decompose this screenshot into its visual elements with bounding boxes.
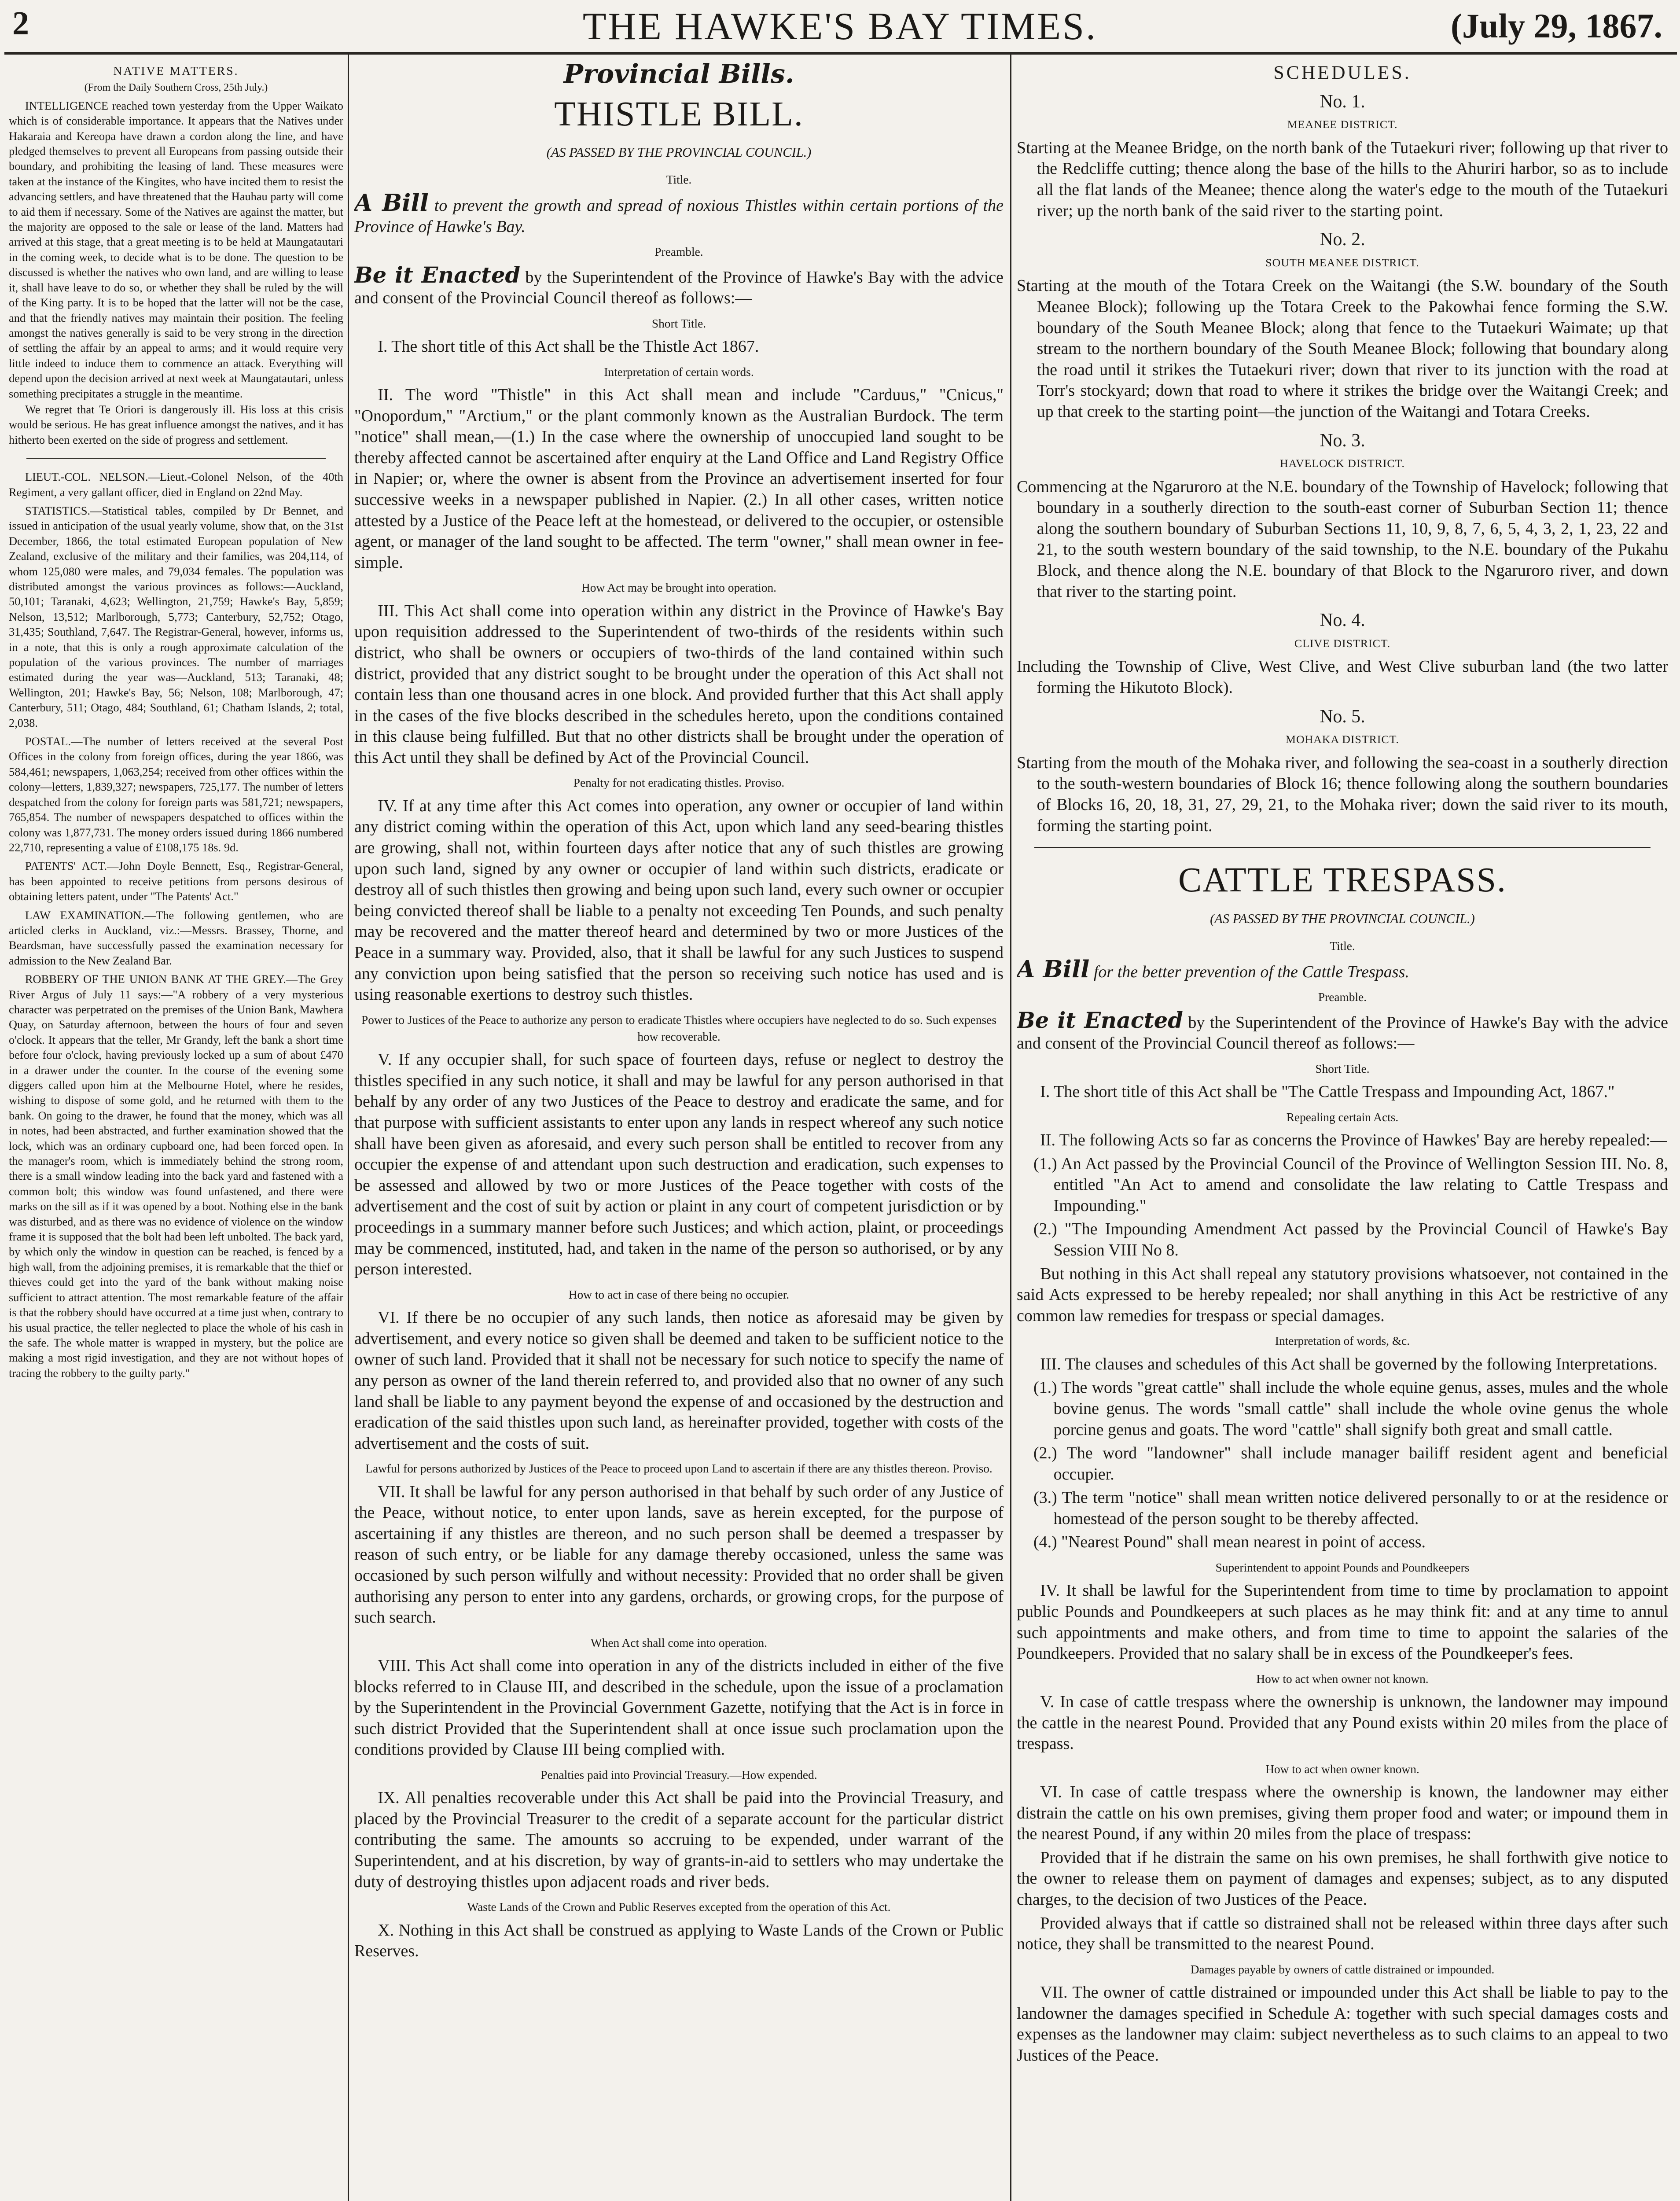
cattle-trespass-title: CATTLE TRESPASS.: [1178, 861, 1507, 900]
thistle-preamble-label: Preamble.: [654, 245, 703, 259]
section-marginal-note: Interpretation of words, &c.: [1275, 1334, 1410, 1348]
bill-section: VI. In case of cattle trespass where the ownership is known, the landowner may either distrain the cattle on his own premises, giving them proper food and water; or impound them in the nearest Pound, if any within 20 miles from the place of trespass:: [1017, 1783, 1668, 1844]
schedule-district: MEANEE DISTRICT.: [1287, 118, 1398, 131]
bill-section: (1.) An Act passed by the Provincial Council of the Province of Wellington Session III. No. 8, entitled "An Act to amend and consolidate the law relating to Cattle Trespass and Impounding.": [1033, 1154, 1668, 1215]
bill-section: VI. If there be no occupier of any such lands, then notice as aforesaid may be given by advertisement, and every notice so given shall be deemed and taken to be sufficient notice to the owner of such land. Provided that it shall not be necessary for such notice to specify the name of any person as owner of the land therein referred to, and provided also that no owner of any such land shall be liable to any payment beyond the expense of and occasioned by the destruction and eradication of the said thistles upon such land, as hereinafter provided, together with costs of the advertisement and the costs of suit.: [354, 1308, 1004, 1453]
bill-intro-text: for the better prevention of the Cattle Trespass.: [1089, 962, 1409, 981]
bill-section: VII. The owner of cattle distrained or impounded under this Act shall be liable to pay to the landowner the damages specified in Schedule A: together with such special damages costs and expenses as the landowner may claim: subject nevertheless as to such claims to an appeal to two Justices of the Peace.: [1017, 1983, 1668, 2065]
section-marginal-note: Superintendent to appoint Pounds and Poundkeepers: [1215, 1561, 1470, 1575]
section-marginal-note: Damages payable by owners of cattle distrained or impounded.: [1190, 1962, 1495, 1976]
bill-word: A Bill: [1017, 955, 1090, 983]
article-paragraph: INTELLIGENCE reached town yesterday from the Upper Waikato which is of considerable importance. It appears that the Natives under Hakaraia and Kereopa have drawn a cordon along the line, and have pledged themselves to prevent all Europeans from passing outside their boundary, and prohibiting the leasing of land. These measures were taken at the instance of the Kingites, who have incited them to resist the advancing settlers, and have threatened that the Hauhau party will come to aid them if necessary. Some of the Natives are against the matter, but the majority are opposed to the sale or lease of the land. Matters had arrived at this stage, that a great meeting is to be held at Maungatautari in the coming week, to decide what is to be done. The question to be discussed is whether the natives who own land, and are willing to lease it, shall have leave to do so, or whether they shall be ruled by the will of the King party. It is to be hoped that the latter will not be the case, and that the friendly natives may maintain their position. The feeling amongst the natives generally is said to be very strong in the direction of settling the affair by an appeal to arms; and it would require very little indeed to induce them to commence an attack. Everything will depend upon the decision arrived at next week at Maungatautari, unless something precipitates a struggle in the meantime.: [9, 99, 343, 400]
section-marginal-note: Lawful for persons authorized by Justices of the Peace to proceed upon Land to ascertain if there are any thistles thereon. Proviso.: [365, 1462, 993, 1476]
news-note: PATENTS' ACT.—John Doyle Bennett, Esq., Registrar-General, has been appointed to receive petitions from persons desirous of obtaining letters patent, under "The Patents' Act.": [9, 859, 343, 903]
news-note: ROBBERY OF THE UNION BANK AT THE GREY.—The Grey River Argus of July 11 says:—"A robbery of a very mysterious character was perpetrated on the premises of the Union Bank, Mawhera Quay, on Saturday afternoon, between the hours of four and seven o'clock. It appears that the teller, Mr Grandy, left the bank a short time before four o'clock, having previously locked up a sum of about £470 in a drawer under the counter. In the course of the evening some diggers called upon him at the Melbourne Hotel, where he resides, wishing to dispose of some gold, and he returned with them to the bank. On going to the drawer, he found that the money, which was all in notes, had been abstracted, and further examination showed that the lock, which was an ordinary cupboard one, had been forced open. In the manager's room, which is immediately behind the strong room, there is a small window leading into the back yard and fastened with a common bolt; this window was found unfastened, and there were marks on the sill as if it was opened by a boot. Nothing else in the bank was disturbed, and as there was no evidence of violence on the window frame it is supposed that the bolt had been left unbolted. The back yard, by which only the window in question can be reached, is fenced by a high wall, from the adjoining premises, it is remarkable that the thief or thieves could get into the yard of the bank without making noise sufficient to attract attention. The most remarkable feature of the affair is that the robbery should have occurred at a time just when, contrary to his usual practice, the teller neglected to place the whole of his cash in the safe. The whole matter is wrapped in mystery, but the police are making a most rigid investigation, and they are not without hopes of tracing the robbery to the guilty party.": [9, 972, 343, 1380]
cattle-sections: [1017, 1060, 1668, 2066]
bill-section: Provided always that if cattle so distrained shall not be released within three days after such notice, they shall be transmitted to the nearest Pound.: [1017, 1914, 1668, 1954]
bill-section: II. The word "Thistle" in this Act shall mean and include "Carduus," "Cnicus," "Onopordum," "Arctium," or the plant commonly known as the Australian Burdock. The term "notice" shall mean,—(1.) In the case where the ownership of unoccupied land sought to be thereby affected cannot be ascertained after enquiry at the Land Office and Land Registry Office in Napier; or, where the owner is absent from the Province an advertisement inserted for four successive weeks in a newspaper published in Napier. (2.) In all other cases, written notice attested by a Justice of the Peace left at the homestead, or delivered to the occupier, or ostensible agent, or manager of the land sought to be affected. The term "owner," shall mean owner in fee-simple.: [354, 386, 1004, 572]
article-paragraph: We regret that Te Oriori is dangerously ill. His loss at this crisis would be serious. He has great influence amongst the natives, and it has hitherto been exerted on the side of progress and settlement.: [9, 402, 343, 446]
column-rule-1: [348, 55, 349, 2201]
thistle-as-passed: (AS PASSED BY THE PROVINCIAL COUNCIL.): [546, 145, 812, 160]
section-marginal-note: How to act when owner not known.: [1256, 1672, 1429, 1686]
cattle-as-passed: (AS PASSED BY THE PROVINCIAL COUNCIL.): [1210, 911, 1475, 926]
schedule-district: HAVELOCK DISTRICT.: [1280, 457, 1405, 470]
thistle-bill-intro: [354, 189, 1004, 237]
bill-section: IV. If at any time after this Act comes into operation, any owner or occupier of land within any district coming within the operation of this Act, upon which land any seed-bearing thistles are growing, shall not, within fourteen days after notice that any of such thistles are growing upon such land, signed by any owner or occupier of land within such districts, eradicate or destroy all of such thistles then growing and being upon such land, every such owner or occupier being convicted thereof shall be liable to a penalty not exceeding Ten Pounds, and such penalty may be recovered and the matter thereof heard and determined by two or more Justices of the Peace in a summary way. Provided, also, that it shall be lawful for any such Justices to suspend any conviction upon being satisfied that the person so receiving such notice has used and is using reasonable exertions to destroy such thistles.: [354, 796, 1004, 1004]
section-marginal-note: How Act may be brought into operation.: [581, 581, 776, 595]
bill-section: I. The short title of this Act shall be the Thistle Act 1867.: [378, 337, 759, 356]
section-marginal-note: Penalties paid into Provincial Treasury.—How expended.: [540, 1768, 817, 1781]
native-matters-body: [9, 98, 343, 447]
enact-word: Be it Enacted: [1017, 1007, 1183, 1033]
divider: [1034, 847, 1651, 848]
bill-section: I. The short title of this Act shall be "The Cattle Trespass and Impounding Act, 1867.": [1040, 1082, 1615, 1101]
cattle-title-label: Title.: [1330, 939, 1355, 953]
news-notes: [9, 469, 343, 1380]
bill-section: (2.) "The Impounding Amendment Act passed by the Provincial Council of Hawke's Bay Session VIII No 8.: [1033, 1220, 1668, 1260]
section-marginal-note: Interpretation of certain words.: [604, 365, 754, 379]
page-number: 2: [12, 5, 29, 42]
bill-section: (2.) The word "landowner" shall include manager bailiff resident agent and beneficial occupier.: [1033, 1444, 1668, 1483]
bill-section: VIII. This Act shall come into operation in any of the districts included in either of the five blocks referred to in Clause III, and described in the schedule, upon the issue of a proclamation by the Superintendent in the Provincial Government Gazette, notifying that the Act is in force in such district Provided that the Superintendent shall at once issue such proclamation upon the conditions provided by Clause III being complied with.: [354, 1656, 1004, 1759]
bill-word: A Bill: [354, 189, 429, 217]
schedule-description: Starting from the mouth of the Mohaka river, and following the sea-coast in a southerly direction to the south-western boundaries of Block 16; thence following along the southern boundaries of Blocks 16, 20, 18, 31, 27, 29, 21, to the Mohaka river; down the said river to its mouth, forming the starting point.: [1017, 753, 1668, 835]
bill-section: But nothing in this Act shall repeal any statutory provisions whatsoever, not contained in the said Acts expressed to be hereby repealed; nor shall anything in this Act be restrictive of any common law remedies for trespass or special damages.: [1017, 1264, 1668, 1325]
schedules-heading: SCHEDULES.: [1273, 62, 1412, 83]
thistle-enacting-clause: [354, 262, 1004, 309]
divider: [26, 458, 326, 459]
provincial-bills-heading: Provincial Bills.: [563, 61, 794, 89]
section-marginal-note: Short Title.: [651, 317, 706, 330]
schedule-district: SOUTH MEANEE DISTRICT.: [1265, 256, 1419, 269]
thistle-title-label: Title.: [666, 173, 692, 186]
cattle-enacting-clause: [1017, 1007, 1668, 1054]
schedule-number: No. 4.: [1320, 610, 1365, 631]
bill-intro-text: to prevent the growth and spread of noxious Thistles within certain portions of the Province of Hawke's Bay.: [354, 196, 1004, 236]
section-marginal-note: Short Title.: [1315, 1062, 1370, 1075]
schedule-district: MOHAKA DISTRICT.: [1285, 733, 1400, 746]
schedule-description: Starting at the mouth of the Totara Creek on the Waitangi (the S.W. boundary of the South Meanee Block); following up the Totara Creek to the Pakowhai fence forming the S.W. boundary of the South Meanee Block; along that fence to the Tutaekuri Waimate; up that stream to the northern boundary of the South Meanee Block; following that boundary along the road until it strikes the Tutaekuri river; down that river to its junction with the road at Torr's stockyard; down that road to where it strikes the bridge over the Waitangi Creek; and up that creek to the starting point—the junction of the Waitangi and Totara Creeks.: [1017, 276, 1668, 421]
bill-section: VII. It shall be lawful for any person authorised in that behalf by such order of any Justice of the Peace, without notice, to enter upon lands, save as herein excepted, for the purpose of ascertaining if any thistles are thereon, and no such person shall be deemed a trespasser by reason of such entry, or be liable for any damage thereby occasioned, unless the same was occasioned by such person wilfully and without necessity: Provided that no order shall be given authorising any person to enter into any gardens, orchards, or growing crops, for the purpose of such search.: [354, 1482, 1004, 1627]
schedule-district: CLIVE DISTRICT.: [1294, 637, 1391, 650]
column-rule-2: [1010, 55, 1011, 2201]
section-marginal-note: Penalty for not eradicating thistles. Proviso.: [573, 776, 785, 790]
bill-section: X. Nothing in this Act shall be construed as applying to Waste Lands of the Crown or Public Reserves.: [354, 1921, 1004, 1961]
thistle-bill-title: THISTLE BILL.: [554, 94, 804, 133]
schedule-description: Starting at the Meanee Bridge, on the north bank of the Tutaekuri river; following up that river to the Redcliffe cutting; thence along the base of the hills to the Ahuriri harbor, so as to include all the flat lands of the Meanee; thence along the water's edge to the mouth of the Tutaekuri river; up the north bank of the said river to the starting point.: [1017, 138, 1668, 220]
bill-section: III. This Act shall come into operation within any district in the Province of Hawke's Bay upon requisition addressed to the Superintendent of two-thirds of the residents within such district, who shall be owners or occupiers of two-thirds of the land contained within such district, provided that any district sought to be brought under the operation of this Act shall not contain less than one thousand acres in one block. And provided further that this Act shall apply in the cases of the five blocks described in the schedules hereto, upon the conditions contained in this clause being fulfilled. But that no other districts shall be brought under the operation of this Act until they shall be defined by Act of the Provincial Council.: [354, 601, 1004, 767]
news-note: POSTAL.—The number of letters received at the several Post Offices in the colony from foreign offices, during the year 1866, was 584,461; newspapers, 1,063,254; received from other offices within the colony—letters, 1,839,327; newspapers, 725,177. The number of letters despatched from the colony for foreign parts was 581,721; newspapers, 765,854. The number of newspapers despatched to offices within the colony was 1,877,731. The money orders issued during 1866 numbered 22,710, representing a value of £108,175 18s. 9d.: [9, 735, 343, 854]
newspaper-title: THE HAWKE'S BAY TIMES.: [582, 5, 1098, 48]
bill-section: (1.) The words "great cattle" shall include the whole equine genus, asses, mules and the whole bovine genus. The words "small cattle" shall include the whole ovine genus the whole porcine genus and goats. The word "cattle" shall signify both great and small cattle.: [1033, 1378, 1668, 1439]
schedule-number: No. 5.: [1320, 706, 1365, 727]
schedules-list: [1017, 92, 1668, 837]
section-marginal-note: How to act when owner known.: [1265, 1762, 1419, 1776]
issue-date: (July 29, 1867.: [1450, 7, 1662, 45]
enact-text: by the Superintendent of the Province of Hawke's Bay with the advice and consent of the Provincial Council thereof as follows:—: [354, 268, 1004, 308]
masthead-rule: [4, 52, 1677, 55]
column-schedules-cattle: [1017, 61, 1668, 2069]
schedule-number: No. 3.: [1320, 430, 1365, 451]
native-matters-heading: NATIVE MATTERS.: [113, 64, 239, 77]
column-native-matters: [9, 61, 343, 1384]
bill-section: V. In case of cattle trespass where the ownership is unknown, the landowner may impound the cattle in the nearest Pound. Provided that any Pound exists within 20 miles from the place of trespass.: [1017, 1693, 1668, 1753]
news-note: STATISTICS.—Statistical tables, compiled by Dr Bennet, and issued in anticipation of the usual yearly volume, show that, on the 31st December, 1866, the total estimated European population of New Zealand, exclusive of the military and their families, was 204,114, of whom 125,080 were males, and 79,034 females. The population was distributed amongst the various provinces as follows:—Auckland, 50,101; Taranaki, 4,623; Wellington, 21,759; Hawke's Bay, 5,859; Nelson, 13,512; Marlborough, 5,773; Canterbury, 52,752; Otago, 31,435; Southland, 7,647. The Registrar-General, however, informs us, in a note, that this is only a rough approximate calculation of the population of the various provinces. The number of marriages estimated during the year was—Auckland, 513; Taranaki, 48; Wellington, 201; Hawke's Bay, 56; Nelson, 108; Marlborough, 47; Canterbury, 511; Otago, 484; Southland, 61; Chatham Islands, 2; total, 2,038.: [9, 504, 343, 729]
bill-section: II. The following Acts so far as concerns the Province of Hawkes' Bay are hereby repealed:—: [1040, 1131, 1667, 1150]
native-matters-source: (From the Daily Southern Cross, 25th July.): [84, 82, 268, 94]
bill-section: (3.) The term "notice" shall mean written notice delivered personally to or at the residence or homestead of the person sought to be thereby affected.: [1033, 1488, 1668, 1528]
bill-section: IV. It shall be lawful for the Superintendent from time to time by proclamation to appoint public Pounds and Poundkeepers at such places as he may think fit: and at any time to annul such appointments and make others, and from time to time to appoint the salaries of the Poundkeepers. Provided that no salary shall be in excess of the Poundkeeper's fees.: [1017, 1581, 1668, 1663]
schedule-description: Commencing at the Ngaruroro at the N.E. boundary of the Township of Havelock; following that boundary in a southerly direction to the south-east corner of Suburban Section 11; thence along the southern boundary of Suburban Sections 11, 10, 9, 8, 7, 6, 5, 4, 3, 2, 1, 23, 22 and 21, to the south western boundary of the said township, to the N.E. boundary of the Pukahu Block, and thence along the N.E. boundary of that Block to the Ngaruroro river, and down that river to the starting point.: [1017, 477, 1668, 601]
section-marginal-note: Waste Lands of the Crown and Public Reserves excepted from the operation of this Act.: [467, 1900, 891, 1914]
bill-section: V. If any occupier shall, for such space of fourteen days, refuse or neglect to destroy the thistles specified in any such notice, it shall and may be lawful for any person authorised in that behalf by any order of any two Justices of the Peace to destroy and eradicate the same, and for that purpose with sufficient assistants to enter upon any lands in respect whereof any such notice shall have been given as aforesaid, and every such person shall be entitled to recover from any occupier the expense of and attendant upon such destruction and eradication, such expenses to be assessed and allowed by two or more Justices of the Peace together with costs of the advertisement and the cost of suit by action or plaint in any court of competent jurisdiction or by proceedings in a summary manner before such Justices; and which action, plaint, or proceedings may be commenced, instituted, had, and taken in the name of the person so authorised, or by any person interested.: [354, 1050, 1004, 1279]
cattle-preamble-label: Preamble.: [1318, 990, 1367, 1004]
thistle-sections: [354, 315, 1004, 1962]
bill-section: III. The clauses and schedules of this Act shall be governed by the following Interpretations.: [1040, 1354, 1658, 1373]
enact-word: Be it Enacted: [354, 262, 521, 288]
schedule-number: No. 1.: [1320, 91, 1365, 112]
bill-section: Provided that if he distrain the same on his own premises, he shall forthwith give notice to the owner to release them on payment of damages and expenses; subject, as to any disputed charges, to the decision of two Justices of the Peace.: [1017, 1848, 1668, 1909]
cattle-bill-intro: [1017, 955, 1668, 983]
schedule-description: Including the Township of Clive, West Clive, and West Clive suburban land (the two latter forming the Hikutoto Block).: [1017, 657, 1668, 697]
bill-section: IX. All penalties recoverable under this Act shall be paid into the Provincial Treasury, and placed by the Provincial Treasurer to the credit of a separate account for the particular district contributing the same. The amounts so accruing to be expended, under warrant of the Superintendent, and at his discretion, by way of grants-in-aid to settlers who may undertake the duty of destroying thistles upon adjacent roads and river beds.: [354, 1789, 1004, 1891]
section-marginal-note: When Act shall come into operation.: [590, 1636, 768, 1649]
news-note: LIEUT.-COL. NELSON.—Lieut.-Colonel Nelson, of the 40th Regiment, a very gallant officer, died in England on 22nd May.: [9, 470, 343, 499]
bill-section: (4.) "Nearest Pound" shall mean nearest in point of access.: [1033, 1533, 1426, 1552]
column-thistle-bill: [354, 61, 1004, 1965]
schedule-number: No. 2.: [1320, 229, 1365, 250]
enact-text: by the Superintendent of the Province of Hawke's Bay with the advice and consent of the Provincial Council thereof as follows:—: [1017, 1013, 1668, 1053]
section-marginal-note: Power to Justices of the Peace to authorize any person to eradicate Thistles where occupiers have neglected to do so. Such expenses how recoverable.: [361, 1013, 996, 1043]
masthead: [0, 0, 1680, 53]
section-marginal-note: How to act in case of there being no occupier.: [568, 1288, 790, 1301]
news-note: LAW EXAMINATION.—The following gentlemen, who are articled clerks in Auckland, viz.:—Messrs. Brassey, Thorne, and Beardsman, have successfully passed the examination necessary for admission to the New Zealand Bar.: [9, 908, 343, 967]
section-marginal-note: Repealing certain Acts.: [1286, 1110, 1399, 1124]
